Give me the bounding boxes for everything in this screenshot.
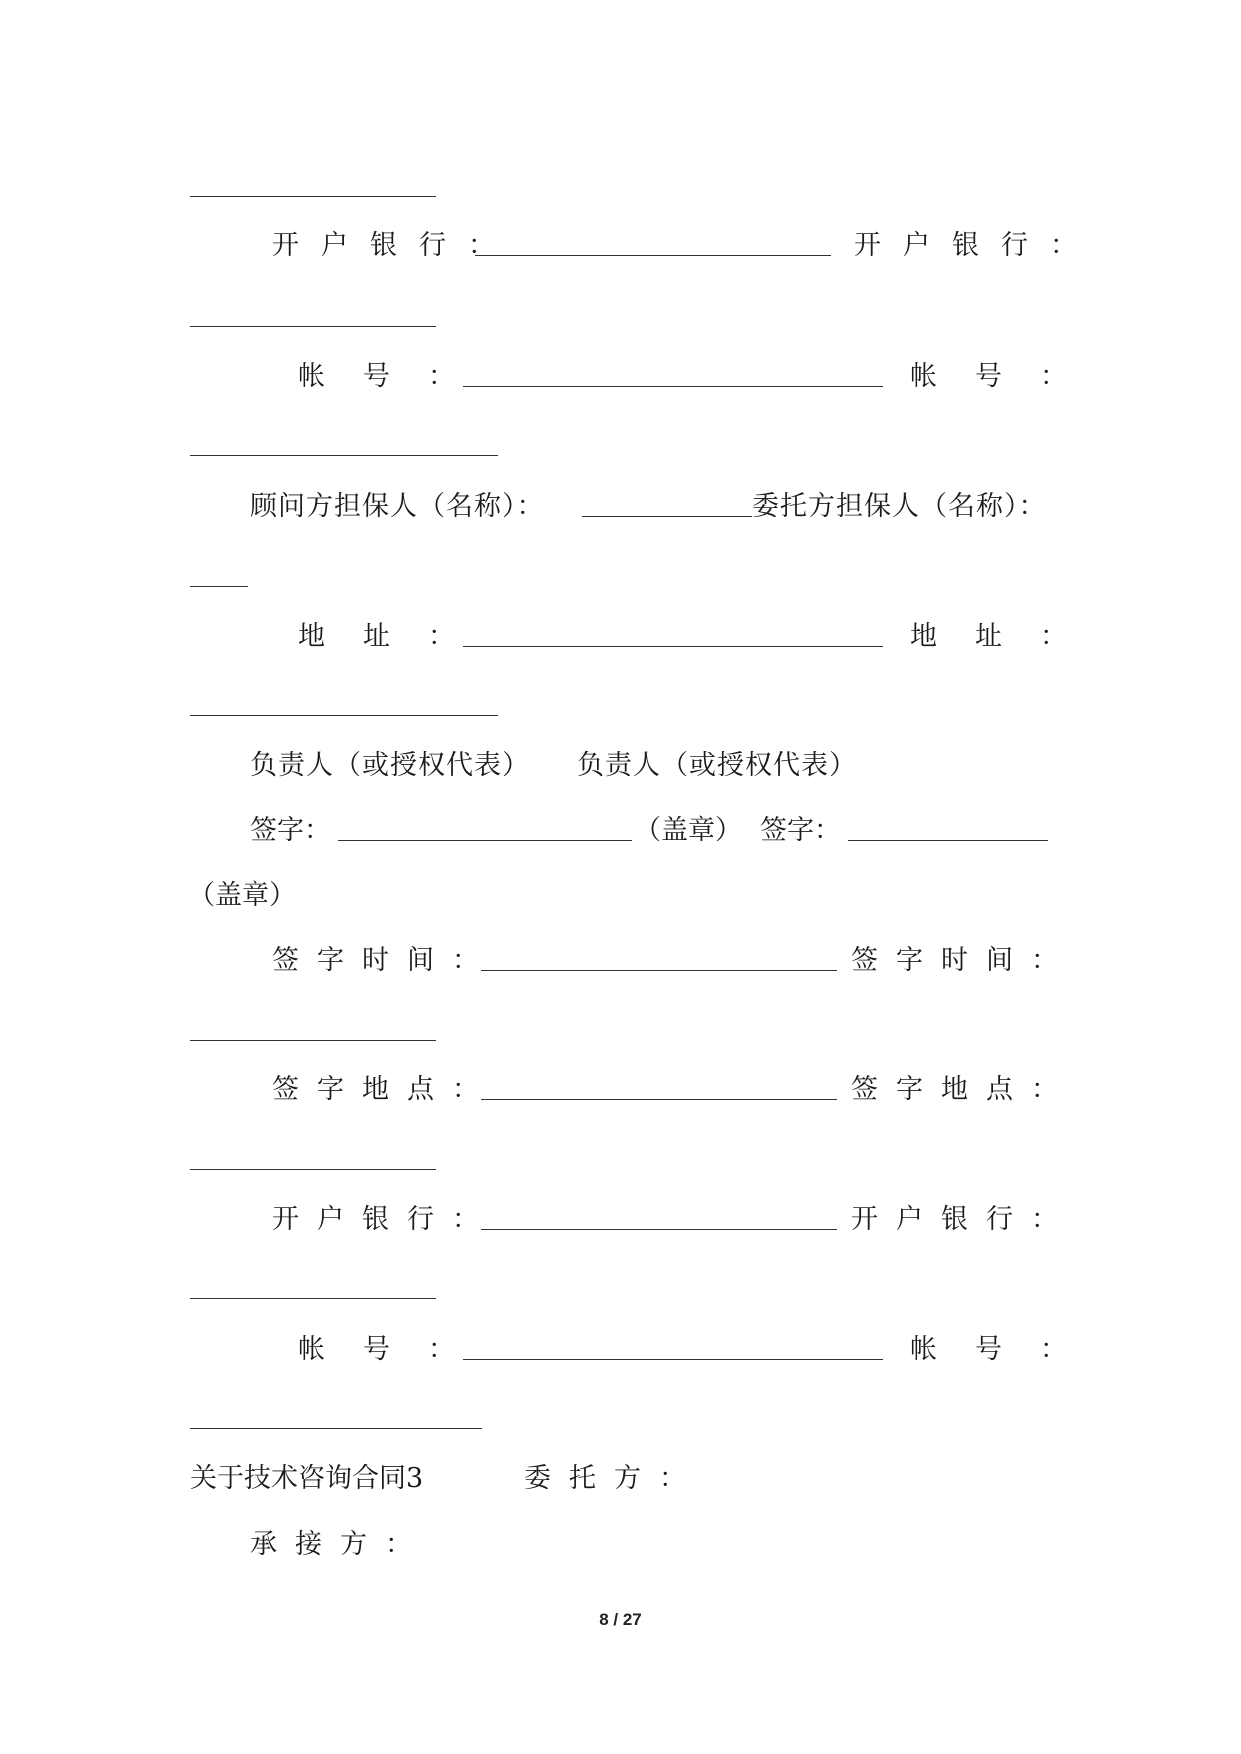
- address-blank-left: [463, 646, 883, 647]
- blank-line: [190, 1040, 436, 1041]
- account-label-right-2: 帐号：: [910, 1334, 1105, 1365]
- client-guarantor-label: 委托方担保人（名称）：: [752, 491, 1047, 522]
- page-number: 8 / 27: [599, 1610, 642, 1629]
- contractor-label: 承接方：: [250, 1529, 430, 1560]
- blank-line: [190, 455, 498, 456]
- sign-label-left: 签字：: [250, 815, 331, 846]
- seal-label-left: （盖章）: [634, 815, 742, 846]
- bank-blank-left: [475, 255, 831, 256]
- account-row: [0, 357, 1241, 397]
- bank-label-right-2: 开户银行：: [851, 1204, 1076, 1235]
- sign-time-row: [0, 941, 1241, 981]
- sign-place-label-left: 签字地点：: [272, 1074, 497, 1105]
- contractor-row: [0, 1525, 1241, 1565]
- bank-label-right: 开户银行：: [854, 230, 1099, 261]
- responsible-label-left: 负责人（或授权代表）: [250, 750, 530, 781]
- account-blank-left: [463, 386, 883, 387]
- sign-blank-right: [848, 840, 1048, 841]
- blank-line: [190, 715, 498, 716]
- blank-line: [190, 1298, 436, 1299]
- account-label-left-2: 帐号：: [298, 1334, 493, 1365]
- account-label-left: 帐号：: [298, 361, 493, 392]
- sign-label-right: 签字：: [760, 815, 841, 846]
- blank-line: [190, 1428, 482, 1429]
- address-label-left: 地址：: [298, 621, 493, 652]
- seal-label-right: （盖章）: [188, 880, 296, 911]
- section-row: [0, 1459, 1241, 1499]
- account-label-right: 帐号：: [910, 361, 1105, 392]
- sign-place-blank-left: [481, 1099, 837, 1100]
- address-label-right: 地址：: [910, 621, 1105, 652]
- bank-row: [0, 226, 1241, 266]
- section-title: 关于技术咨询合同3: [190, 1463, 424, 1494]
- signature-row: [0, 811, 1241, 851]
- sign-time-label-right: 签字时间：: [851, 945, 1076, 976]
- sign-place-row: [0, 1070, 1241, 1110]
- bank-label-left: 开户银行：: [272, 230, 517, 261]
- bank-blank-left-2: [481, 1229, 837, 1230]
- responsible-label-right: 负责人（或授权代表）: [577, 750, 857, 781]
- blank-line: [190, 586, 248, 587]
- blank-line: [190, 196, 436, 197]
- account-row-2: [0, 1330, 1241, 1370]
- consultant-guarantor-label: 顾问方担保人（名称）：: [250, 491, 545, 522]
- sign-time-label-left: 签字时间：: [272, 945, 497, 976]
- seal-row: [0, 876, 1241, 916]
- bank-row-2: [0, 1200, 1241, 1240]
- responsible-row: [0, 746, 1241, 786]
- consultant-guarantor-blank: [582, 516, 752, 517]
- blank-line: [190, 326, 436, 327]
- sign-time-blank-left: [481, 970, 837, 971]
- bank-label-left-2: 开户银行：: [272, 1204, 497, 1235]
- sign-place-label-right: 签字地点：: [851, 1074, 1076, 1105]
- sign-blank-left: [338, 840, 632, 841]
- blank-line: [190, 1169, 436, 1170]
- client-label: 委托方：: [524, 1463, 704, 1494]
- guarantor-row: [0, 487, 1241, 527]
- account-blank-left-2: [463, 1359, 883, 1360]
- address-row: [0, 617, 1241, 657]
